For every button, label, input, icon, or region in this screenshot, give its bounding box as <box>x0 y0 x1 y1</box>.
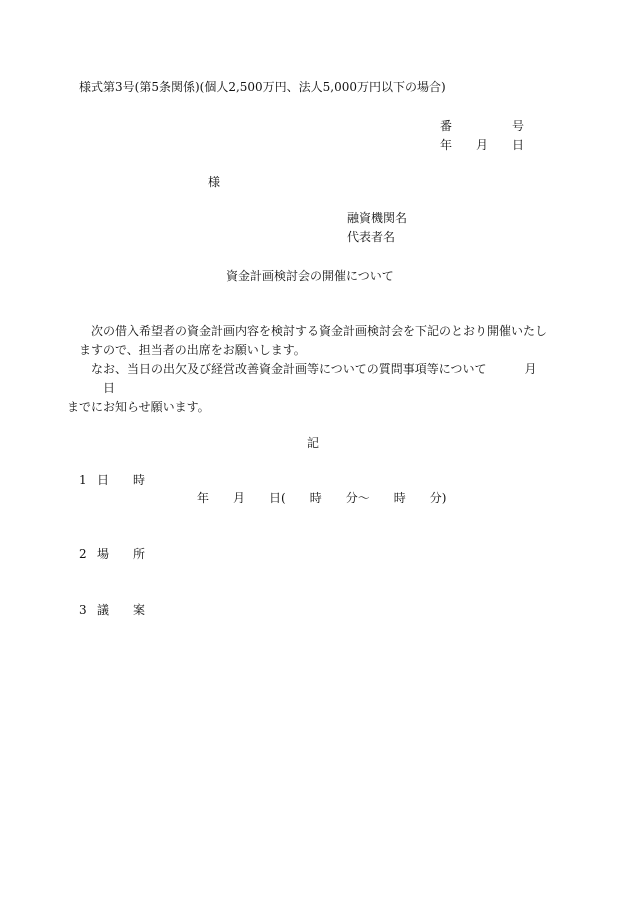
document-number-row <box>440 120 524 132</box>
body-paragraph-1: 次の借入希望者の資金計画内容を検討する資金計画検討会を下記のとおり開催いたしますので、担当者の出席をお願いします。 <box>79 324 548 357</box>
item-label <box>97 474 145 486</box>
dt-hour-1: 時 <box>309 491 322 505</box>
item-label-char: 案 <box>132 603 145 617</box>
dt-month: 月 <box>233 491 246 505</box>
addressee-sama: 様 <box>208 175 221 189</box>
item-number: 1 <box>79 473 87 487</box>
body-paragraph-2 <box>67 360 549 417</box>
item-label <box>97 548 145 560</box>
body-text <box>67 322 549 417</box>
date-year-label: 年 <box>440 138 453 152</box>
document-date-row <box>440 139 524 151</box>
ki-heading: 記 <box>307 436 320 450</box>
dt-year: 年 <box>197 491 210 505</box>
document-title: 資金計画検討会の開催について <box>226 269 394 283</box>
meeting-datetime-row <box>197 492 446 504</box>
dt-minute-close: 分) <box>429 491 447 505</box>
item-label-char: 議 <box>97 603 110 617</box>
form-number-header: 様式第3号(第5条関係)(個人2,500万円、法人5,000万円以下の場合) <box>79 80 446 94</box>
para2-start: なお、当日の出欠及び経営改善資金計画等についての質問事項等について <box>91 362 487 376</box>
item-label-char: 所 <box>132 547 145 561</box>
date-day-label: 日 <box>511 138 524 152</box>
number-ban-label: 番 <box>440 119 453 133</box>
dt-day-open: 日( <box>269 491 286 505</box>
date-month-label: 月 <box>475 138 488 152</box>
para2-day: 日 <box>103 381 116 395</box>
dt-minute-tilde: 分〜 <box>345 491 370 505</box>
para2-end: までにお知らせ願います。 <box>67 400 210 414</box>
item-label <box>97 604 145 616</box>
item-label-char: 日 <box>97 473 110 487</box>
para2-month: 月 <box>524 362 537 376</box>
representative-name-label: 代表者名 <box>347 230 396 244</box>
dt-hour-2: 時 <box>393 491 406 505</box>
number-go-label: 号 <box>511 119 524 133</box>
item-label-char: 時 <box>132 473 145 487</box>
institution-name-label: 融資機関名 <box>347 211 408 225</box>
item-label-char: 場 <box>97 547 110 561</box>
item-number: 2 <box>79 547 87 561</box>
item-number: 3 <box>79 603 87 617</box>
